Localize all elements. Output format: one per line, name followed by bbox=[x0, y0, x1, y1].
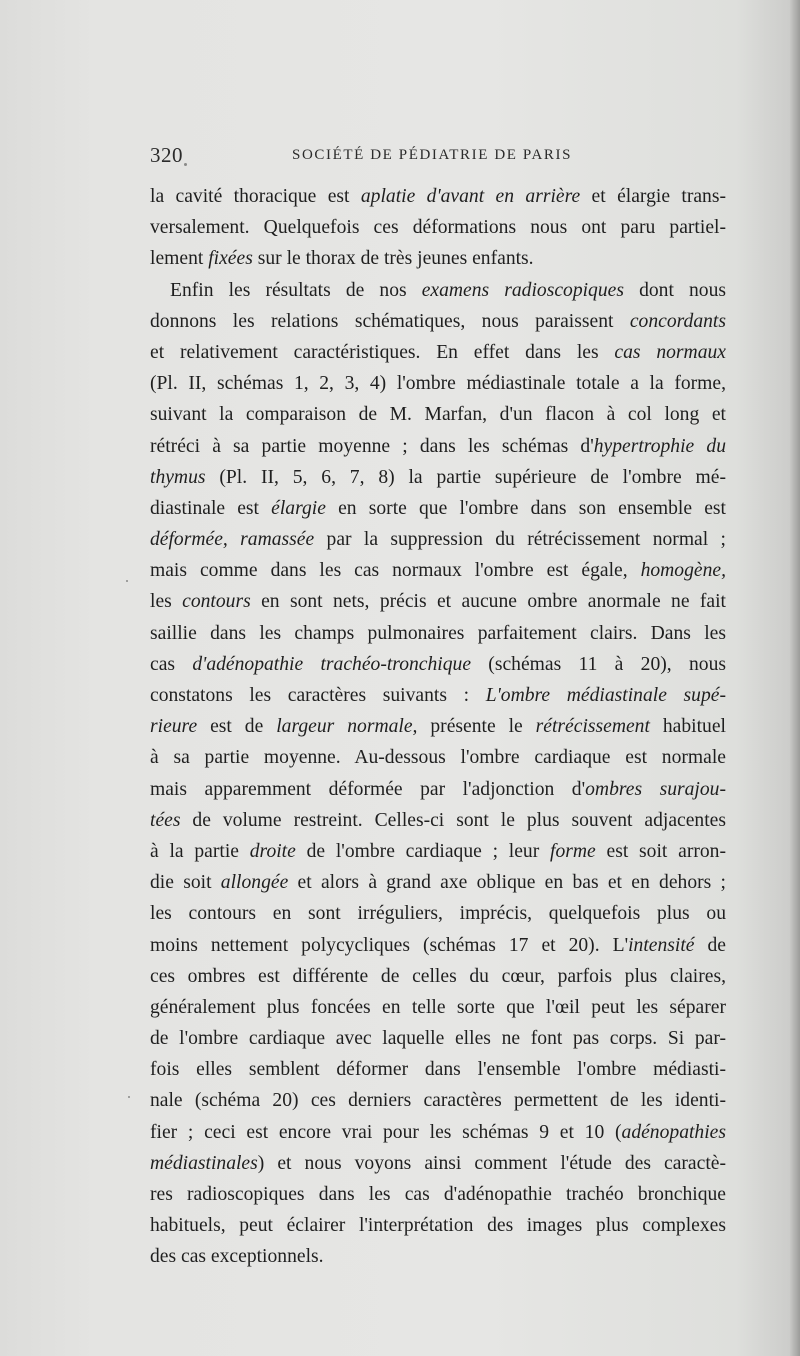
text-run: habituels, peut éclairer l'interprétation des images plus complexes bbox=[150, 1215, 726, 1237]
text-run: de l'ombre cardiaque avec laquelle elles ne font pas corps. Si par- bbox=[150, 1028, 726, 1050]
text-run: en sorte que l'ombre dans son ensemble est bbox=[325, 497, 726, 519]
text-run: et élargie trans- bbox=[580, 186, 726, 207]
text-run: dont nous bbox=[623, 279, 726, 301]
text-line bbox=[150, 243, 726, 274]
text-line bbox=[150, 1023, 726, 1054]
text-line bbox=[150, 337, 726, 368]
text-line bbox=[150, 898, 726, 929]
text-run: en sont nets, précis et aucune ombre anormale ne fait bbox=[250, 591, 726, 613]
text-run: diastinale est bbox=[150, 497, 272, 519]
text-line bbox=[150, 181, 726, 212]
text-run: généralement plus foncées en telle sorte que l'œil peut les séparer bbox=[150, 996, 726, 1018]
text-line bbox=[150, 524, 726, 555]
running-head: SOCIÉTÉ DE PÉDIATRIE DE PARIS bbox=[292, 147, 573, 163]
text-line bbox=[150, 555, 726, 586]
text-run: est de bbox=[197, 716, 277, 738]
italic-text: hypertrophie du bbox=[593, 435, 726, 457]
print-speck bbox=[126, 580, 128, 582]
body-text bbox=[150, 181, 726, 1273]
text-line bbox=[150, 649, 726, 680]
page-header bbox=[150, 143, 730, 173]
text-run: habituel bbox=[649, 716, 726, 738]
page-edge-shadow bbox=[790, 0, 800, 1356]
text-run: et relativement caractéristiques. En effet dans les bbox=[150, 341, 615, 363]
text-run: les contours en sont irréguliers, imprécis, quelquefois plus ou bbox=[150, 903, 726, 925]
italic-text: élargie bbox=[271, 497, 326, 519]
italic-text: médiastinales bbox=[150, 1152, 258, 1174]
text-run: et alors à grand axe oblique en bas et en dehors ; bbox=[288, 872, 726, 894]
italic-text: homogène, bbox=[640, 560, 726, 582]
italic-text: allongée bbox=[220, 872, 289, 894]
text-line bbox=[150, 805, 726, 836]
text-line bbox=[150, 618, 726, 649]
text-run: mais apparemment déformée par l'adjonction d' bbox=[150, 778, 586, 800]
text-line bbox=[150, 1054, 726, 1085]
text-run: des cas exceptionnels. bbox=[150, 1246, 324, 1268]
text-run: rétréci à sa partie moyenne ; dans les schémas d' bbox=[150, 435, 594, 457]
italic-text: d'adénopathie trachéo-tronchique bbox=[192, 653, 472, 675]
italic-text: tées bbox=[150, 809, 181, 831]
text-run: fier ; ceci est encore vrai pour les schémas 9 et 10 ( bbox=[150, 1121, 622, 1143]
text-run: versalement. Quelquefois ces déformations nous ont paru partiel- bbox=[150, 217, 726, 239]
italic-text: rieure bbox=[150, 716, 198, 738]
text-line bbox=[150, 493, 726, 524]
text-run: ) et nous voyons ainsi comment l'étude des caractè- bbox=[257, 1152, 726, 1174]
text-line bbox=[150, 1241, 726, 1272]
text-run: de l'ombre cardiaque ; leur bbox=[295, 840, 551, 862]
italic-text: concordants bbox=[629, 310, 726, 332]
text-line bbox=[150, 1085, 726, 1116]
italic-text: L'ombre médiastinale supé- bbox=[485, 685, 726, 706]
text-run: cas bbox=[150, 653, 193, 675]
text-run: est soit arron- bbox=[595, 840, 726, 862]
text-run: (schémas 11 à 20), nous bbox=[471, 653, 726, 675]
italic-text: cas normaux bbox=[614, 341, 727, 363]
italic-text: thymus bbox=[150, 466, 206, 488]
text-run: nale (schéma 20) ces derniers caractères permettent de les identi- bbox=[150, 1090, 726, 1112]
text-run: fois elles semblent déformer dans l'ensemble l'ombre médiasti- bbox=[150, 1059, 726, 1081]
text-line bbox=[150, 1117, 726, 1148]
text-line bbox=[150, 836, 726, 867]
text-line bbox=[150, 930, 726, 961]
text-run: die soit bbox=[150, 872, 221, 894]
print-speck bbox=[128, 1096, 130, 1098]
print-speck bbox=[184, 163, 187, 166]
text-run: de bbox=[694, 934, 726, 956]
text-run: la cavité thoracique est bbox=[150, 186, 361, 207]
text-run: à sa partie moyenne. Au-dessous l'ombre cardiaque est normale bbox=[150, 747, 726, 769]
text-run: présente le bbox=[417, 716, 536, 738]
text-run: les bbox=[150, 591, 183, 613]
text-run: (Pl. II, schémas 1, 2, 3, 4) l'ombre médiastinale totale a la forme, bbox=[150, 373, 726, 395]
text-line bbox=[150, 462, 726, 493]
text-run: moins nettement polycycliques (schémas 17 et 20). L' bbox=[150, 934, 629, 956]
italic-text: ombres surajou- bbox=[585, 778, 726, 800]
text-run: saillie dans les champs pulmonaires parfaitement clairs. Dans les bbox=[150, 622, 726, 644]
text-line bbox=[150, 680, 726, 711]
text-run: sur le thorax de très jeunes enfants. bbox=[252, 248, 534, 270]
italic-text: déformée, ramassée bbox=[150, 529, 315, 551]
text-line bbox=[150, 275, 726, 306]
text-run: suivant la comparaison de M. Marfan, d'un flacon à col long et bbox=[150, 404, 726, 426]
italic-text: adénopathies bbox=[621, 1121, 726, 1143]
text-line bbox=[150, 992, 726, 1023]
text-line bbox=[150, 431, 726, 462]
text-line bbox=[150, 399, 726, 430]
text-run: constatons les caractères suivants : bbox=[150, 685, 486, 706]
text-run: de volume restreint. Celles-ci sont le plus souvent adjacentes bbox=[180, 809, 726, 831]
text-run: res radioscopiques dans les cas d'adénopathie trachéo bronchique bbox=[150, 1184, 726, 1205]
italic-text: fixées bbox=[208, 248, 253, 270]
text-line bbox=[150, 774, 726, 805]
italic-text: examens radioscopiques bbox=[421, 279, 624, 301]
text-run: par la suppression du rétrécissement normal ; bbox=[314, 529, 726, 551]
text-line bbox=[150, 1179, 726, 1210]
italic-text: contours bbox=[182, 591, 251, 613]
text-run: à la partie bbox=[150, 840, 250, 862]
text-line bbox=[150, 867, 726, 898]
text-line bbox=[150, 742, 726, 773]
text-line bbox=[150, 711, 726, 742]
text-run: (Pl. II, 5, 6, 7, 8) la partie supérieure de l'ombre mé- bbox=[205, 466, 726, 488]
text-line bbox=[150, 1210, 726, 1241]
italic-text: aplatie d'avant en arrière bbox=[360, 186, 581, 207]
text-run: Enfin les résultats de nos bbox=[170, 279, 422, 301]
italic-text: forme bbox=[550, 840, 596, 862]
text-run: mais comme dans les cas normaux l'ombre est égale, bbox=[150, 560, 641, 582]
text-line bbox=[150, 306, 726, 337]
text-run: lement bbox=[150, 248, 209, 270]
text-line bbox=[150, 961, 726, 992]
text-line bbox=[150, 212, 726, 243]
page-number: 320 bbox=[150, 143, 183, 167]
italic-text: largeur normale, bbox=[276, 716, 418, 738]
text-line bbox=[150, 1148, 726, 1179]
text-run: donnons les relations schématiques, nous paraissent bbox=[150, 310, 630, 332]
text-line bbox=[150, 586, 726, 617]
text-run: ces ombres est différente de celles du cœur, parfois plus claires, bbox=[150, 965, 726, 987]
italic-text: droite bbox=[249, 840, 296, 862]
text-line bbox=[150, 368, 726, 399]
italic-text: intensité bbox=[628, 934, 695, 956]
italic-text: rétrécissement bbox=[535, 716, 650, 738]
